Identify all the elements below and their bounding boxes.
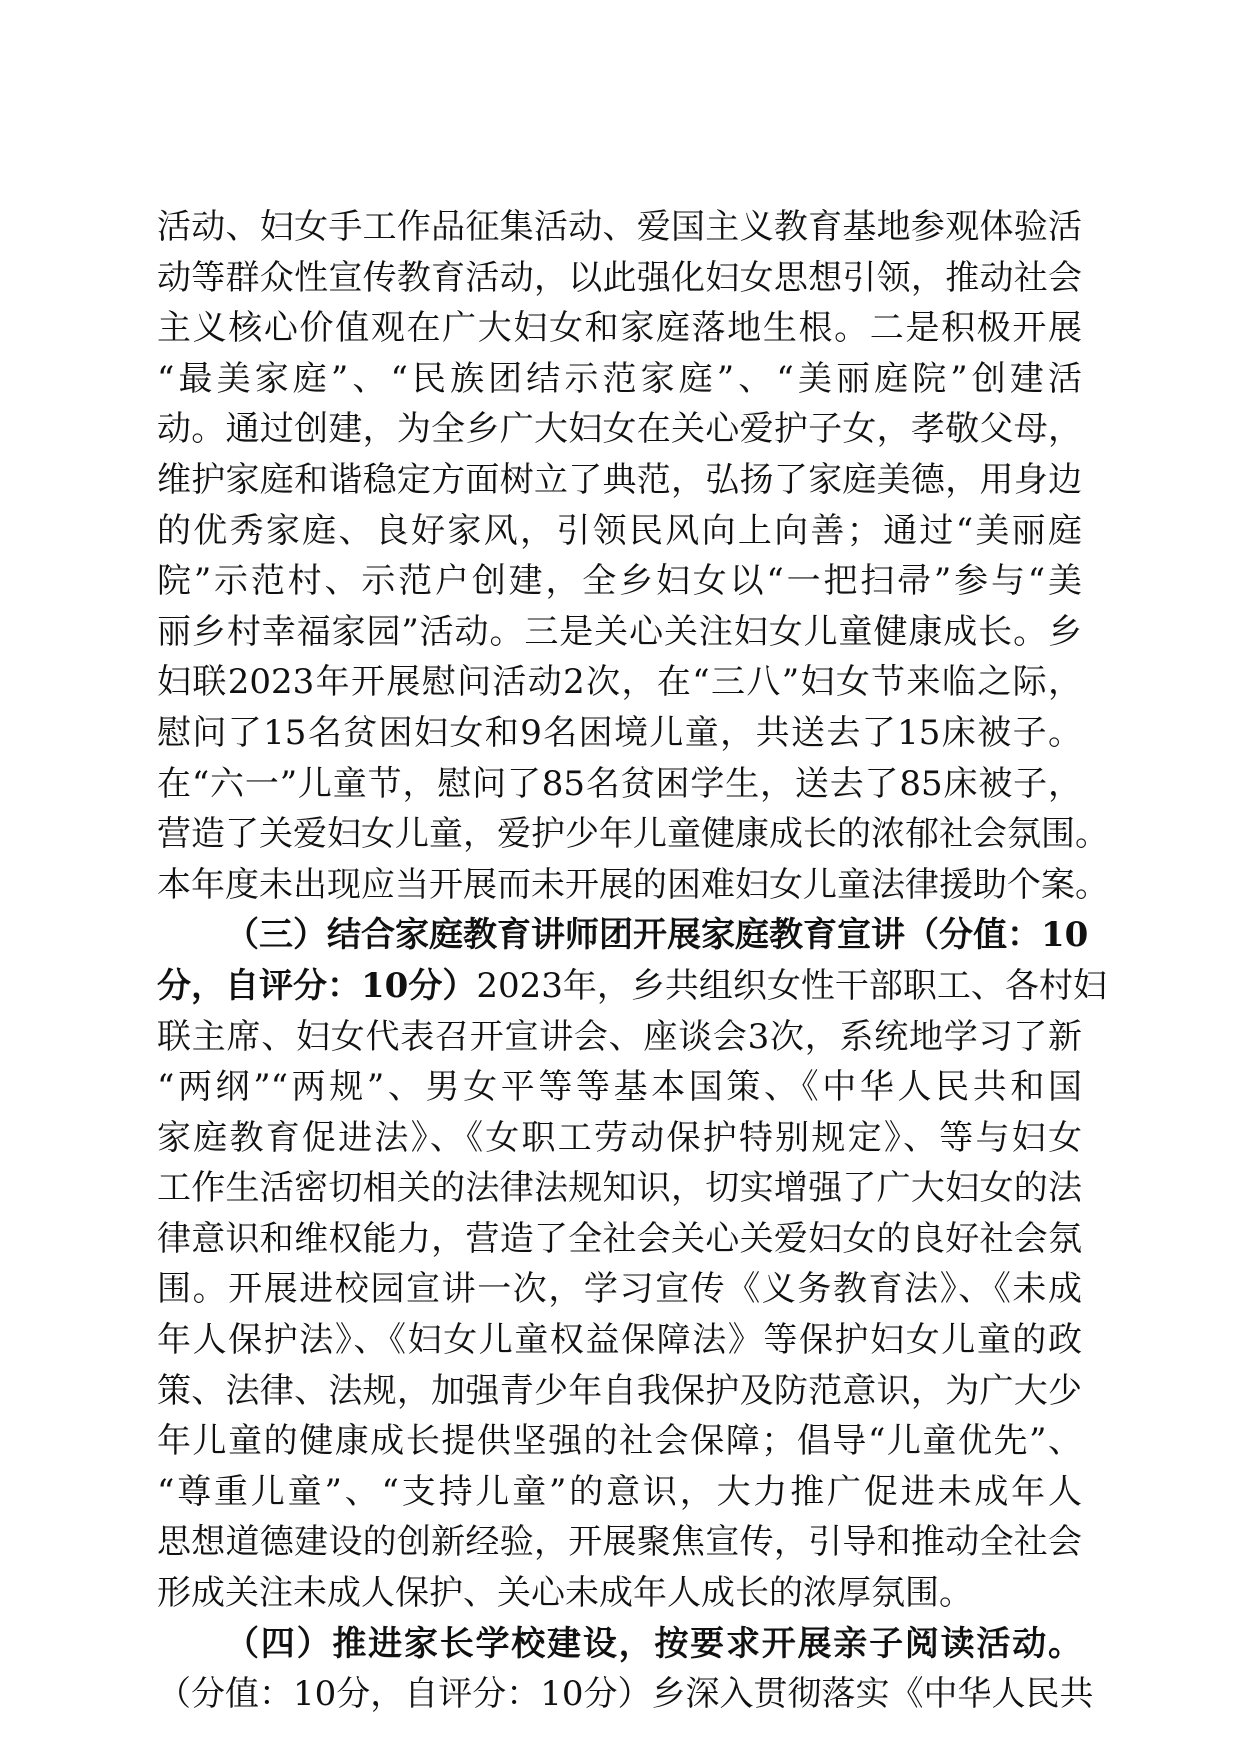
- para1-line-13: 营造了关爱妇女儿童，爱护少年儿童健康成长的浓郁社会氛围。: [157, 814, 1109, 855]
- section3-line-8: 策、法律、法规，加强青少年自我保护及防范意识，为广大少: [157, 1370, 1082, 1411]
- section3-line-7: 年人保护法》、《妇女儿童权益保障法》等保护妇女儿童的政: [157, 1320, 1082, 1361]
- section3-line-3: 家庭教育促进法》、《女职工劳动保护特别规定》、等与妇女: [157, 1117, 1082, 1158]
- para1-line-5: 动。通过创建，为全乡广大妇女在关心爱护子女，孝敬父母，: [157, 409, 1082, 450]
- para1-line-14: 本年度未出现应当开展而未开展的困难妇女儿童法律援助个案。: [157, 864, 1109, 905]
- section3-line-1: 联主席、妇女代表召开宣讲会、座谈会3次，系统地学习了新: [157, 1016, 1082, 1057]
- section3-heading-score: 分，自评分：10分）: [157, 965, 477, 1006]
- para1-line-6: 维护家庭和谐稳定方面树立了典范，弘扬了家庭美德，用身边: [157, 459, 1082, 500]
- document-body: [157, 202, 1109, 1720]
- para1-line-12: 在“六一”儿童节，慰问了85名贫困学生，送去了85床被子，: [157, 763, 1082, 804]
- section3-line-5: 律意识和维权能力，营造了全社会关心关爱妇女的良好社会氛: [157, 1218, 1082, 1259]
- para1-line-8: 院”示范村、示范户创建，全乡妇女以“一把扫帚”参与“美: [157, 561, 1082, 602]
- section3-heading-line-2: [157, 961, 1107, 1012]
- para1-line-4: “最美家庭”、“民族团结示范家庭”、“美丽庭院”创建活: [157, 358, 1082, 399]
- section3-line-12: 形成关注未成人保护、关心未成年人成长的浓厚氛围。: [157, 1573, 973, 1614]
- para1-line-10: 妇联2023年开展慰问活动2次，在“三八”妇女节来临之际，: [157, 662, 1082, 703]
- section3-line-6: 围。开展进校园宣讲一次，学习宣传《义务教育法》、《未成: [157, 1269, 1082, 1310]
- section3-line-10: “尊重儿童”、“支持儿童”的意识，大力推广促进未成年人: [157, 1471, 1082, 1512]
- section3-line-11: 思想道德建设的创新经验，开展聚焦宣传，引导和推动全社会: [157, 1522, 1082, 1563]
- section3-heading-line-1: （三）结合家庭教育讲师团开展家庭教育宣讲（分值：10: [225, 915, 1089, 956]
- para1-line-9: 丽乡村幸福家园”活动。三是关心关注妇女儿童健康成长。乡: [157, 611, 1082, 652]
- para1-line-2: 动等群众性宣传教育活动，以此强化妇女思想引领，推动社会: [157, 257, 1082, 298]
- section4-heading: （四）推进家长学校建设，按要求开展亲子阅读活动。: [225, 1623, 1082, 1664]
- section3-line-4: 工作生活密切相关的法律法规知识，切实增强了广大妇女的法: [157, 1168, 1082, 1209]
- para1-line-7: 的优秀家庭、良好家风，引领民风向上向善；通过“美丽庭: [157, 510, 1082, 551]
- section3-line-2: “两纲”“两规”、男女平等等基本国策、《中华人民共和国: [157, 1067, 1082, 1108]
- section3-line-9: 年儿童的健康成长提供坚强的社会保障；倡导“儿童优先”、: [157, 1421, 1082, 1462]
- para1-line-1: 活动、妇女手工作品征集活动、爱国主义教育基地参观体验活: [157, 207, 1082, 247]
- para1-line-3: 主义核心价值观在广大妇女和家庭落地生根。二是积极开展: [157, 308, 1082, 349]
- para1-line-11: 慰问了15名贫困妇女和9名困境儿童，共送去了15床被子。: [157, 712, 1082, 753]
- section3-intro-text: 2023年，乡共组织女性干部职工、各村妇: [476, 965, 1107, 1006]
- section4-line-2: （分值：10分，自评分：10分）乡深入贯彻落实《中华人民共: [157, 1674, 1094, 1715]
